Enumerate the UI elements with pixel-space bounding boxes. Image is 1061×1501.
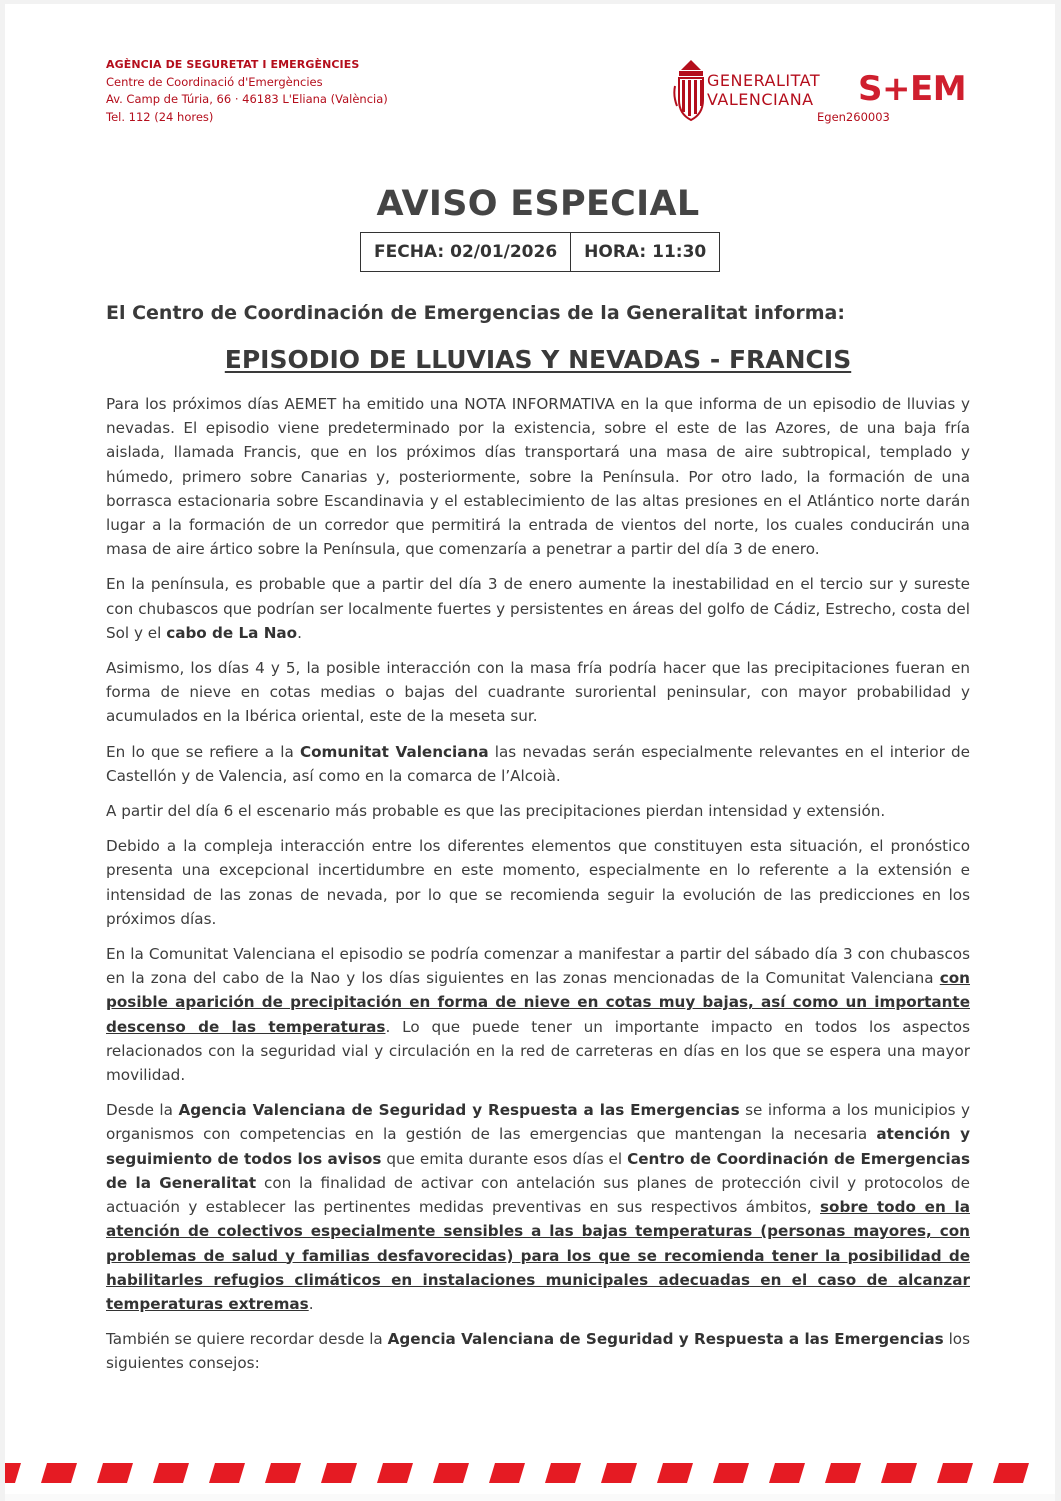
document-page — [5, 4, 1055, 1501]
paragraph-8 — [106, 1098, 970, 1316]
document-code: Egen260003 — [817, 110, 890, 124]
p8-end: . — [308, 1294, 314, 1313]
agency-center: Centre de Coordinació d'Emergències — [106, 74, 323, 89]
episode-headline: EPISODIO DE LLUVIAS Y NEVADAS - FRANCIS — [224, 345, 852, 374]
paragraph-3: Asimismo, los días 4 y 5, la posible interacción con la masa fría podría hacer que las precipitaciones fueran en forma de nieve en cotas medias o bajas del cuadrante suroriental peninsular, con mayor probabilidad y acumulados en la Ibérica oriental, este de la meseta sur. — [106, 659, 970, 726]
page-bottom-edge — [5, 1494, 1055, 1501]
paragraph-7 — [106, 942, 970, 1087]
paragraph-4 — [106, 740, 970, 788]
hazard-stripe-band — [5, 1457, 1055, 1487]
paragraph-2 — [106, 572, 970, 645]
p8-bold-center: Centro de Coordinación de Emergencias de la Generalitat — [106, 1149, 971, 1192]
agency-phone: Tel. 112 (24 hores) — [106, 109, 214, 124]
notice-body — [106, 392, 970, 1387]
gv-line1: GENERALITAT — [707, 71, 821, 90]
notice-title: AVISO ESPECIAL — [376, 184, 700, 224]
p9-text: También se quiere recordar desde la — [106, 1330, 388, 1349]
intro-line: El Centro de Coordinación de Emergencias de la Generalitat informa: — [106, 302, 845, 324]
p2-text: En la península, es probable que a partir del día 3 de enero aumente la inestabilidad en el tercio sur y sureste con chubascos que podrían ser localmente fuertes y persistentes en áreas del golfo de Cádiz, Estrecho, costa del Sol y el — [106, 575, 970, 642]
agency-header — [106, 56, 388, 126]
agency-address: Av. Camp de Túria, 66 · 46183 L'Eliana (València) — [106, 92, 388, 106]
notice-date: FECHA: 02/01/2026 — [374, 242, 558, 262]
p7-end: . Lo que puede tener un importante impacto en todos los aspectos relacionados con la seguridad vial y circulación en la red de carreteras en días en los que se espera una mayor movilidad. — [106, 1017, 970, 1085]
p8-text-c: se informa a los municipios y organismos con competencias en la gestión de las emergencias que mantengan la necesaria — [106, 1101, 970, 1144]
paragraph-1: Para los próximos días AEMET ha emitido una NOTA INFORMATIVA en la que informa de un episodio de lluvias y nevadas. El episodio viene predeterminado por la existencia, sobre el este de las Azores, de una baja fría aislada, llamada Francis, que en los próximos días transportará una masa de aire subtropical, templado y húmedo, primero sobre Canarias y, posteriormente, sobre la Península. Por otro lado, la formación de una borrasca estacionaria sobre Escandinavia y el establecimiento de las altas presiones en el Atlántico norte darán lugar a la formación de un corredor que permitirá la entrada de vientos del norte, los cuales conducirán una masa de aire ártico sobre la Península, que comenzaría a penetrar a partir del día 3 de enero. — [106, 395, 970, 559]
paragraph-6: Debido a la compleja interacción entre los diferentes elementos que constituyen esta situación, el pronóstico presenta una excepcional incertidumbre en este momento, especialmente en lo referente a la extensión e intensidad de las zonas de nevada, por lo que se recomienda seguir la evolución de las predicciones en los próximos días. — [106, 837, 970, 928]
sem-logo: S+EM — [858, 69, 967, 109]
gv-line2: VALENCIANA — [707, 90, 814, 109]
p7-text: En la Comunitat Valenciana el episodio se podría comenzar a manifestar a partir del sábado día 3 con chubascos en la zona del cabo de la Nao y los días siguientes en las zonas mencionadas de la Comunitat Valenciana — [106, 945, 970, 988]
p8-text-e: que emita durante esos días el — [381, 1149, 628, 1168]
p8-text-g: con la finalidad de activar con antelación sus planes de protección civil y protocolos de actuación y establecer las pertinentes medidas preventivas en sus respectivos ámbitos, — [106, 1173, 970, 1217]
p2-end: . — [297, 623, 302, 642]
p7-underlined: con posible aparición de precipitación en forma de nieve en cotas muy bajas, así como un importante descenso de las temperaturas — [106, 969, 970, 1036]
paragraph-5: A partir del día 6 el escenario más probable es que las precipitaciones pierdan intensidad y extensión. — [106, 802, 886, 821]
notice-time: HORA: 11:30 — [570, 233, 719, 271]
generalitat-wordmark — [707, 71, 820, 109]
p8-bold-attention: atención y seguimiento de todos los avisos — [106, 1125, 970, 1168]
p4-bold: Comunitat Valenciana — [299, 742, 489, 761]
p8-underlined: sobre todo en la atención de colectivos especialmente sensibles a las bajas temperaturas (personas mayores, con problemas de salud y familias desfavorecidas) para los que se recomienda tener la posibilidad de habilitarles refugios climáticos en instalaciones municipales adecuadas en el caso de alcanzar temperaturas extremas — [106, 1198, 970, 1313]
p8-text-a: Desde la — [106, 1101, 179, 1120]
agency-name: AGÈNCIA DE SEGURETAT I EMERGÈNCIES — [106, 58, 360, 71]
p4-text: En lo que se refiere a la — [106, 742, 300, 761]
date-time-box — [360, 232, 720, 272]
p4-end: las nevadas serán especialmente relevantes en el interior de Castellón y de Valencia, así como en la comarca de l’Alcoià. — [106, 742, 970, 785]
p8-bold-agency: Agencia Valenciana de Seguridad y Respuesta a las Emergencias — [178, 1101, 740, 1120]
paragraph-9 — [106, 1327, 970, 1375]
p2-bold: cabo de La Nao — [166, 623, 298, 642]
p9-bold: Agencia Valenciana de Seguridad y Respuesta a las Emergencias — [387, 1330, 944, 1349]
p9-end: los siguientes consejos: — [106, 1330, 970, 1373]
